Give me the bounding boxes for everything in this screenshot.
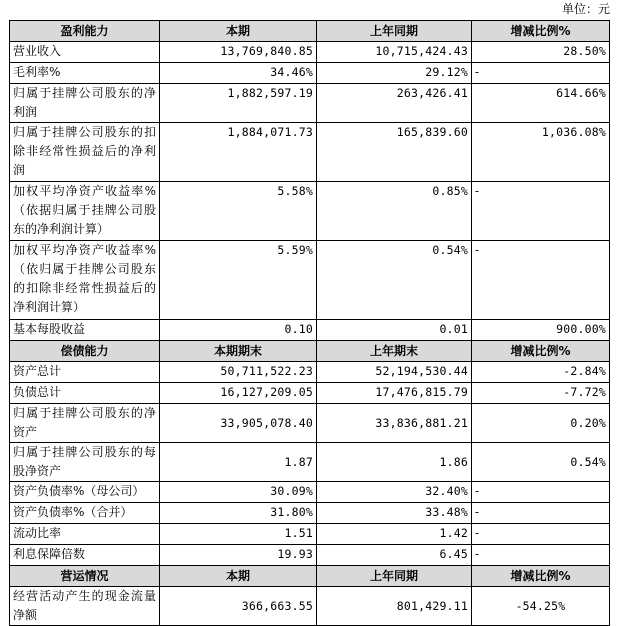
row-label: 资产负债率%（母公司）	[10, 482, 160, 503]
header-cell: 盈利能力	[10, 21, 160, 42]
change-value: 0.20%	[472, 404, 610, 443]
previous-value: 10,715,424.43	[317, 42, 472, 63]
table-row	[10, 320, 610, 341]
row-label: 加权平均净资产收益率%（依归属于挂牌公司股东的扣除非经常性损益后的净利润计算）	[10, 241, 160, 320]
previous-value: 32.40%	[317, 482, 472, 503]
current-value: 1,884,071.73	[160, 123, 317, 182]
table-row	[10, 63, 610, 84]
table-row	[10, 503, 610, 524]
change-value: -	[472, 182, 610, 241]
current-value: 1.51	[160, 524, 317, 545]
row-label: 资产总计	[10, 362, 160, 383]
previous-value: 0.01	[317, 320, 472, 341]
table-row	[10, 42, 610, 63]
current-value: 34.46%	[160, 63, 317, 84]
table-row	[10, 443, 610, 482]
change-value: -2.84%	[472, 362, 610, 383]
previous-value: 1.42	[317, 524, 472, 545]
previous-value: 0.54%	[317, 241, 472, 320]
table-row	[10, 123, 610, 182]
table-row	[10, 84, 610, 123]
previous-value: 263,426.41	[317, 84, 472, 123]
table-row	[10, 182, 610, 241]
section-header-profitability	[10, 21, 610, 42]
row-label: 营业收入	[10, 42, 160, 63]
previous-value: 52,194,530.44	[317, 362, 472, 383]
previous-value: 17,476,815.79	[317, 383, 472, 404]
row-label: 利息保障倍数	[10, 545, 160, 566]
current-value: 30.09%	[160, 482, 317, 503]
change-value: -	[472, 545, 610, 566]
current-value: 19.93	[160, 545, 317, 566]
header-cell: 上年期末	[317, 341, 472, 362]
table-row	[10, 545, 610, 566]
row-label: 归属于挂牌公司股东的净利润	[10, 84, 160, 123]
header-cell: 本期	[160, 21, 317, 42]
row-label: 毛利率%	[10, 63, 160, 84]
previous-value: 0.85%	[317, 182, 472, 241]
change-value: -	[472, 63, 610, 84]
change-value: 900.00%	[472, 320, 610, 341]
current-value: 0.10	[160, 320, 317, 341]
current-value: 31.80%	[160, 503, 317, 524]
section-header-operations	[10, 566, 610, 587]
row-label: 流动比率	[10, 524, 160, 545]
header-cell: 增减比例%	[472, 341, 610, 362]
table-row	[10, 383, 610, 404]
header-cell: 上年同期	[317, 566, 472, 587]
previous-value: 165,839.60	[317, 123, 472, 182]
row-label: 加权平均净资产收益率%（依据归属于挂牌公司股东的净利润计算）	[10, 182, 160, 241]
change-value: 0.54%	[472, 443, 610, 482]
row-label: 归属于挂牌公司股东的扣除非经常性损益后的净利润	[10, 123, 160, 182]
change-value: -7.72%	[472, 383, 610, 404]
header-cell: 本期	[160, 566, 317, 587]
current-value: 366,663.55	[160, 587, 317, 626]
header-cell: 营运情况	[10, 566, 160, 587]
previous-value: 29.12%	[317, 63, 472, 84]
previous-value: 801,429.11	[317, 587, 472, 626]
current-value: 1.87	[160, 443, 317, 482]
header-cell: 增减比例%	[472, 566, 610, 587]
current-value: 5.59%	[160, 241, 317, 320]
row-label: 经营活动产生的现金流量净额	[10, 587, 160, 626]
row-label: 归属于挂牌公司股东的每股净资产	[10, 443, 160, 482]
change-value: 28.50%	[472, 42, 610, 63]
table-row	[10, 587, 610, 626]
table-row	[10, 404, 610, 443]
change-value: -	[472, 524, 610, 545]
section-header-solvency	[10, 341, 610, 362]
table-row	[10, 482, 610, 503]
row-label: 资产负债率%（合并）	[10, 503, 160, 524]
header-cell: 上年同期	[317, 21, 472, 42]
current-value: 13,769,840.85	[160, 42, 317, 63]
table-row	[10, 241, 610, 320]
table-row	[10, 524, 610, 545]
current-value: 33,905,078.40	[160, 404, 317, 443]
table-row	[10, 362, 610, 383]
current-value: 50,711,522.23	[160, 362, 317, 383]
header-cell: 本期期末	[160, 341, 317, 362]
change-value: -	[472, 482, 610, 503]
financial-indicators-table	[9, 20, 610, 626]
current-value: 5.58%	[160, 182, 317, 241]
current-value: 16,127,209.05	[160, 383, 317, 404]
previous-value: 33,836,881.21	[317, 404, 472, 443]
row-label: 负债总计	[10, 383, 160, 404]
current-value: 1,882,597.19	[160, 84, 317, 123]
header-cell: 偿债能力	[10, 341, 160, 362]
row-label: 归属于挂牌公司股东的净资产	[10, 404, 160, 443]
change-value: -	[472, 503, 610, 524]
change-value: -	[472, 241, 610, 320]
change-value: 1,036.08%	[472, 123, 610, 182]
unit-label: 单位：元	[561, 2, 610, 16]
change-value: 614.66%	[472, 84, 610, 123]
header-cell: 增减比例%	[472, 21, 610, 42]
change-value: -54.25%	[472, 587, 610, 626]
row-label: 基本每股收益	[10, 320, 160, 341]
previous-value: 33.48%	[317, 503, 472, 524]
previous-value: 6.45	[317, 545, 472, 566]
previous-value: 1.86	[317, 443, 472, 482]
